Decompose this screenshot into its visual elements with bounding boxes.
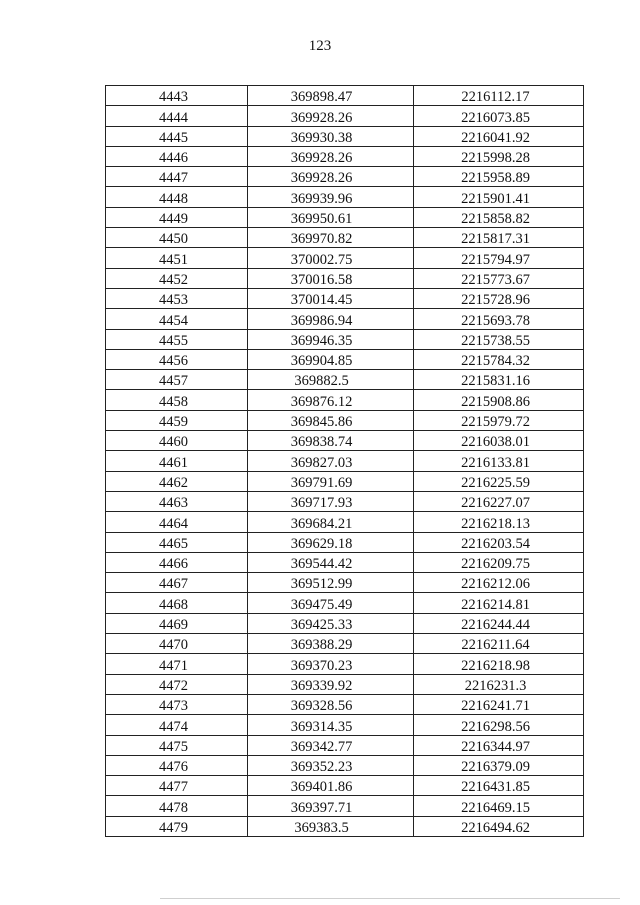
- y-coordinate-cell: 2215831.16: [414, 370, 584, 390]
- y-coordinate-cell: 2216241.71: [414, 694, 584, 714]
- point-number-cell: 4468: [106, 593, 248, 613]
- y-coordinate-cell: 2215784.32: [414, 349, 584, 369]
- point-number-cell: 4457: [106, 370, 248, 390]
- y-coordinate-cell: 2216379.09: [414, 755, 584, 775]
- point-number-cell: 4474: [106, 715, 248, 735]
- table-row: [106, 106, 584, 126]
- x-coordinate-cell: 369930.38: [248, 126, 414, 146]
- table-row: [106, 86, 584, 106]
- table-row: [106, 694, 584, 714]
- y-coordinate-cell: 2215773.67: [414, 268, 584, 288]
- point-number-cell: 4446: [106, 146, 248, 166]
- point-number-cell: 4453: [106, 288, 248, 308]
- point-number-cell: 4469: [106, 613, 248, 633]
- y-coordinate-cell: 2215794.97: [414, 248, 584, 268]
- x-coordinate-cell: 369388.29: [248, 634, 414, 654]
- point-number-cell: 4460: [106, 431, 248, 451]
- y-coordinate-cell: 2215728.96: [414, 288, 584, 308]
- point-number-cell: 4462: [106, 471, 248, 491]
- x-coordinate-cell: 369339.92: [248, 674, 414, 694]
- point-number-cell: 4465: [106, 532, 248, 552]
- table-row: [106, 410, 584, 430]
- x-coordinate-cell: 369684.21: [248, 512, 414, 532]
- y-coordinate-cell: 2216214.81: [414, 593, 584, 613]
- y-coordinate-cell: 2216431.85: [414, 776, 584, 796]
- bottom-rule: [160, 898, 620, 899]
- table-row: [106, 390, 584, 410]
- y-coordinate-cell: 2216211.64: [414, 634, 584, 654]
- x-coordinate-cell: 369970.82: [248, 228, 414, 248]
- y-coordinate-cell: 2215817.31: [414, 228, 584, 248]
- x-coordinate-cell: 369397.71: [248, 796, 414, 816]
- point-number-cell: 4466: [106, 552, 248, 572]
- y-coordinate-cell: 2216203.54: [414, 532, 584, 552]
- table-row: [106, 715, 584, 735]
- table-row: [106, 329, 584, 349]
- table-row: [106, 634, 584, 654]
- point-number-cell: 4477: [106, 776, 248, 796]
- point-number-cell: 4458: [106, 390, 248, 410]
- x-coordinate-cell: 369512.99: [248, 573, 414, 593]
- table-row: [106, 654, 584, 674]
- point-number-cell: 4463: [106, 491, 248, 511]
- table-row: [106, 187, 584, 207]
- point-number-cell: 4472: [106, 674, 248, 694]
- table-row: [106, 512, 584, 532]
- table-row: [106, 349, 584, 369]
- y-coordinate-cell: 2216227.07: [414, 491, 584, 511]
- point-number-cell: 4467: [106, 573, 248, 593]
- point-number-cell: 4450: [106, 228, 248, 248]
- x-coordinate-cell: 369629.18: [248, 532, 414, 552]
- y-coordinate-cell: 2216209.75: [414, 552, 584, 572]
- point-number-cell: 4459: [106, 410, 248, 430]
- coordinates-table-body: [106, 86, 584, 837]
- y-coordinate-cell: 2215901.41: [414, 187, 584, 207]
- table-row: [106, 674, 584, 694]
- table-row: [106, 593, 584, 613]
- x-coordinate-cell: 370016.58: [248, 268, 414, 288]
- point-number-cell: 4443: [106, 86, 248, 106]
- point-number-cell: 4476: [106, 755, 248, 775]
- x-coordinate-cell: 369928.26: [248, 106, 414, 126]
- point-number-cell: 4447: [106, 167, 248, 187]
- point-number-cell: 4449: [106, 207, 248, 227]
- table-row: [106, 126, 584, 146]
- x-coordinate-cell: 369401.86: [248, 776, 414, 796]
- point-number-cell: 4471: [106, 654, 248, 674]
- point-number-cell: 4461: [106, 451, 248, 471]
- x-coordinate-cell: 369827.03: [248, 451, 414, 471]
- y-coordinate-cell: 2215979.72: [414, 410, 584, 430]
- x-coordinate-cell: 369475.49: [248, 593, 414, 613]
- x-coordinate-cell: 369946.35: [248, 329, 414, 349]
- table-row: [106, 796, 584, 816]
- table-row: [106, 431, 584, 451]
- table-row: [106, 146, 584, 166]
- point-number-cell: 4456: [106, 349, 248, 369]
- y-coordinate-cell: 2216469.15: [414, 796, 584, 816]
- table-row: [106, 491, 584, 511]
- table-row: [106, 552, 584, 572]
- x-coordinate-cell: 369939.96: [248, 187, 414, 207]
- x-coordinate-cell: 369717.93: [248, 491, 414, 511]
- coordinates-table: [105, 85, 584, 837]
- y-coordinate-cell: 2216298.56: [414, 715, 584, 735]
- y-coordinate-cell: 2216212.06: [414, 573, 584, 593]
- x-coordinate-cell: 369928.26: [248, 167, 414, 187]
- table-row: [106, 451, 584, 471]
- y-coordinate-cell: 2216231.3: [414, 674, 584, 694]
- table-row: [106, 532, 584, 552]
- x-coordinate-cell: 369352.23: [248, 755, 414, 775]
- table-row: [106, 471, 584, 491]
- table-row: [106, 755, 584, 775]
- x-coordinate-cell: 369791.69: [248, 471, 414, 491]
- point-number-cell: 4455: [106, 329, 248, 349]
- y-coordinate-cell: 2216133.81: [414, 451, 584, 471]
- table-row: [106, 776, 584, 796]
- table-row: [106, 268, 584, 288]
- point-number-cell: 4445: [106, 126, 248, 146]
- y-coordinate-cell: 2216038.01: [414, 431, 584, 451]
- x-coordinate-cell: 369544.42: [248, 552, 414, 572]
- y-coordinate-cell: 2215858.82: [414, 207, 584, 227]
- x-coordinate-cell: 369370.23: [248, 654, 414, 674]
- y-coordinate-cell: 2215693.78: [414, 309, 584, 329]
- table-row: [106, 288, 584, 308]
- x-coordinate-cell: 370014.45: [248, 288, 414, 308]
- y-coordinate-cell: 2215738.55: [414, 329, 584, 349]
- table-row: [106, 167, 584, 187]
- point-number-cell: 4464: [106, 512, 248, 532]
- y-coordinate-cell: 2216041.92: [414, 126, 584, 146]
- y-coordinate-cell: 2216225.59: [414, 471, 584, 491]
- y-coordinate-cell: 2215908.86: [414, 390, 584, 410]
- x-coordinate-cell: 369314.35: [248, 715, 414, 735]
- y-coordinate-cell: 2216112.17: [414, 86, 584, 106]
- table-row: [106, 816, 584, 836]
- point-number-cell: 4451: [106, 248, 248, 268]
- y-coordinate-cell: 2216494.62: [414, 816, 584, 836]
- y-coordinate-cell: 2216218.98: [414, 654, 584, 674]
- x-coordinate-cell: 369342.77: [248, 735, 414, 755]
- point-number-cell: 4454: [106, 309, 248, 329]
- table-row: [106, 207, 584, 227]
- x-coordinate-cell: 369425.33: [248, 613, 414, 633]
- table-row: [106, 613, 584, 633]
- x-coordinate-cell: 369838.74: [248, 431, 414, 451]
- table-row: [106, 228, 584, 248]
- point-number-cell: 4448: [106, 187, 248, 207]
- x-coordinate-cell: 369928.26: [248, 146, 414, 166]
- x-coordinate-cell: 369950.61: [248, 207, 414, 227]
- table-row: [106, 573, 584, 593]
- y-coordinate-cell: 2216244.44: [414, 613, 584, 633]
- point-number-cell: 4473: [106, 694, 248, 714]
- x-coordinate-cell: 369383.5: [248, 816, 414, 836]
- table-row: [106, 309, 584, 329]
- x-coordinate-cell: 369898.47: [248, 86, 414, 106]
- x-coordinate-cell: 369876.12: [248, 390, 414, 410]
- point-number-cell: 4470: [106, 634, 248, 654]
- point-number-cell: 4444: [106, 106, 248, 126]
- x-coordinate-cell: 369882.5: [248, 370, 414, 390]
- x-coordinate-cell: 369904.85: [248, 349, 414, 369]
- y-coordinate-cell: 2216218.13: [414, 512, 584, 532]
- table-row: [106, 248, 584, 268]
- x-coordinate-cell: 370002.75: [248, 248, 414, 268]
- y-coordinate-cell: 2215998.28: [414, 146, 584, 166]
- y-coordinate-cell: 2216344.97: [414, 735, 584, 755]
- point-number-cell: 4479: [106, 816, 248, 836]
- table-row: [106, 735, 584, 755]
- point-number-cell: 4475: [106, 735, 248, 755]
- x-coordinate-cell: 369986.94: [248, 309, 414, 329]
- x-coordinate-cell: 369845.86: [248, 410, 414, 430]
- y-coordinate-cell: 2216073.85: [414, 106, 584, 126]
- point-number-cell: 4452: [106, 268, 248, 288]
- point-number-cell: 4478: [106, 796, 248, 816]
- table-row: [106, 370, 584, 390]
- page-number: 123: [308, 38, 332, 54]
- x-coordinate-cell: 369328.56: [248, 694, 414, 714]
- y-coordinate-cell: 2215958.89: [414, 167, 584, 187]
